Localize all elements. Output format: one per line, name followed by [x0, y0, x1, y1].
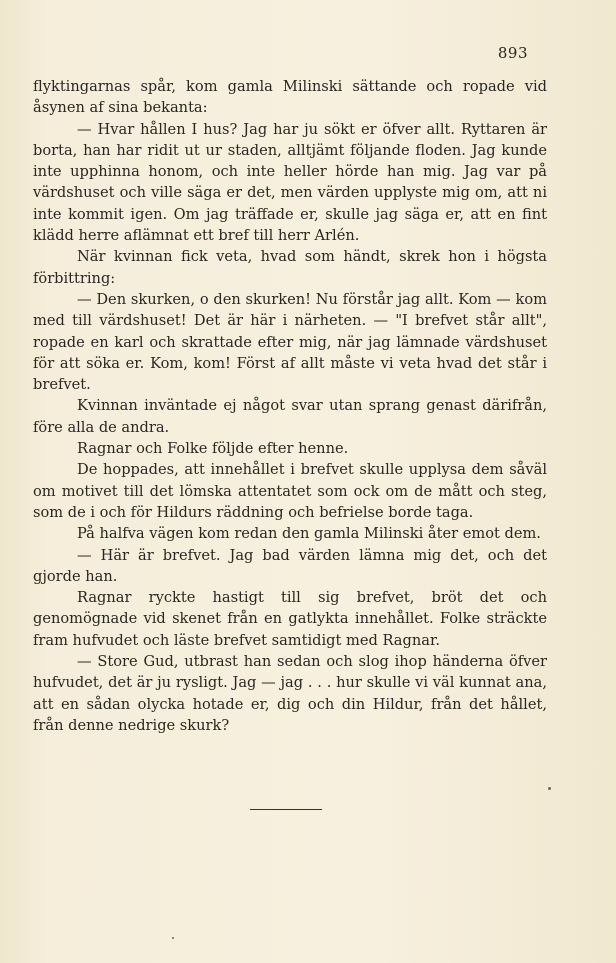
- paper-speck: [548, 787, 551, 790]
- paragraph: — Store Gud, utbrast han sedan och slog ihop händerna öfver hufvudet, det är ju rysligt. Jag — jag . . . hur skulle vi väl kunnat ana, att en sådan olycka hotade er, dig och din Hildur, från det hållet, från denne nedrige skurk?: [33, 653, 547, 734]
- page-number: 893: [497, 44, 528, 62]
- paragraph: — Hvar hållen I hus? Jag har ju sökt er öfver allt. Ryttaren är borta, han har ridit ut ur staden, alltjämt följande floden. Jag kunde inte upphinna honom, och inte heller hörde han mig. Jag var på värdshuset och ville säga er det, men värden upplyste mig om, att ni inte kommit igen. Om jag träffade er, skulle jag säga er, att en fint klädd herre aflämnat ett bref till herr Arlén.: [33, 120, 547, 245]
- paragraph: flyktingarnas spår, kom gamla Milinski sättande och ropade vid åsynen af sina bekanta:: [33, 78, 547, 117]
- paragraph: När kvinnan fick veta, hvad som händt, skrek hon i högsta förbittring:: [33, 248, 547, 287]
- paragraph: Ragnar ryckte hastigt till sig brefvet, bröt det och genomögnade vid skenet från en gatlykta innehållet. Folke sträckte fram hufvudet och läste brefvet samtidigt med Ragnar.: [33, 589, 547, 649]
- paragraph: — Den skurken, o den skurken! Nu förstår jag allt. Kom — kom med till värdshuset! Det är här i närheten. — "I brefvet står allt", ropade en karl och skrattade efter mig, när jag lämnade värdshuset för att söka er. Kom, kom! Först af allt måste vi veta hvad det står i brefvet.: [33, 290, 547, 394]
- paragraph: Ragnar och Folke följde efter henne.: [77, 440, 349, 458]
- paper-speck: [172, 937, 174, 939]
- paragraph: Kvinnan inväntade ej något svar utan sprang genast därifrån, före alla de andra.: [33, 397, 547, 436]
- body-text: [33, 76, 547, 736]
- paragraph: På halfva vägen kom redan den gamla Milinski åter emot dem.: [77, 525, 541, 543]
- end-rule: [250, 809, 322, 810]
- paragraph: — Här är brefvet. Jag bad värden lämna mig det, och det gjorde han.: [33, 546, 547, 585]
- paragraph: De hoppades, att innehållet i brefvet skulle upplysa dem såväl om motivet till det lömska attentatet som ock om de mått och steg, som de i och för Hildurs räddning och befrielse borde taga.: [33, 461, 547, 521]
